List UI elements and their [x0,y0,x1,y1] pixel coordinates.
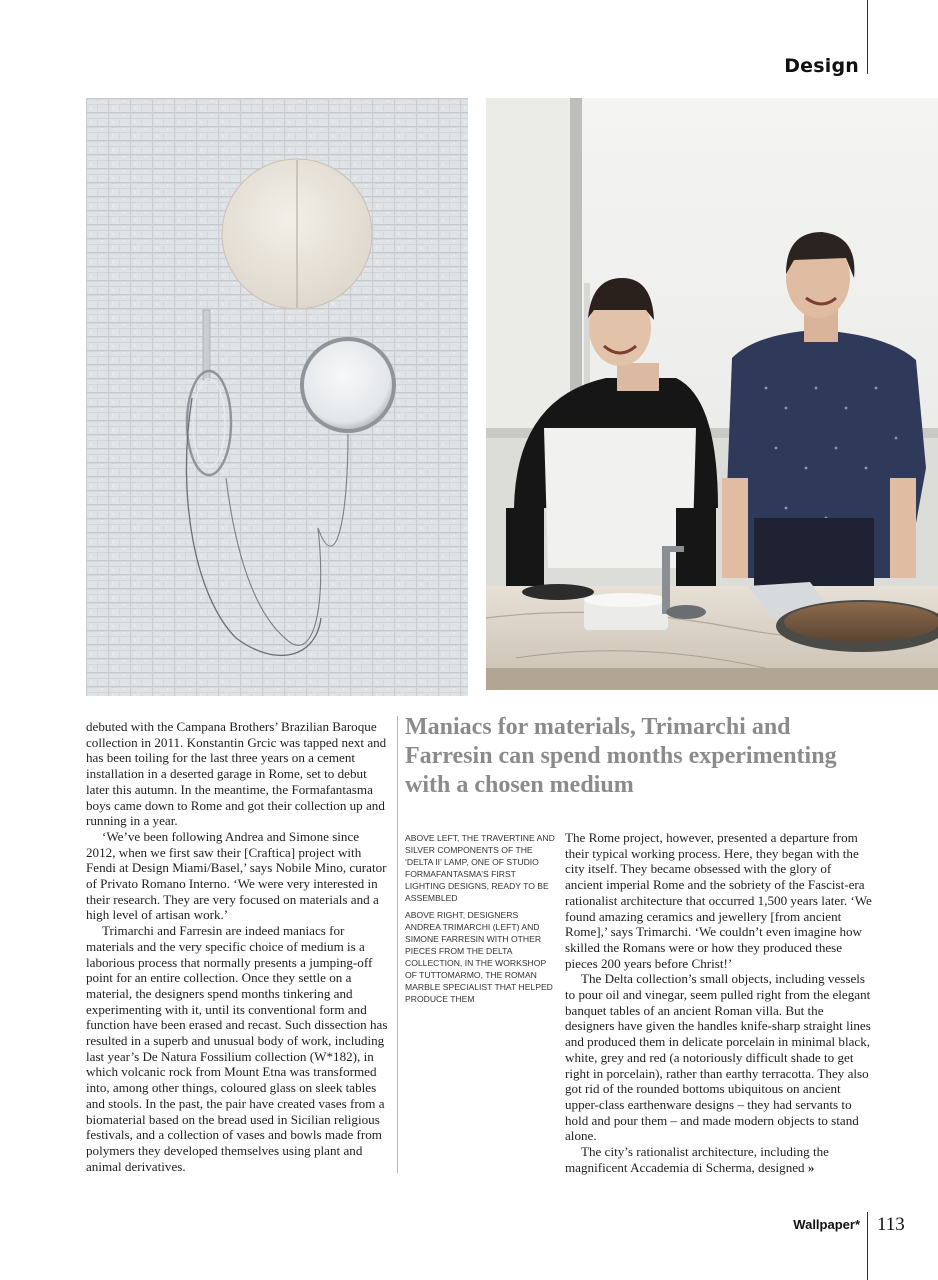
header-divider [867,0,868,74]
body-paragraph-text: The city’s rationalist architecture, including the magnificent Accademia di Scherma, designed [565,1144,829,1175]
photo-designers [486,98,938,690]
body-paragraph: The Rome project, however, presented a departure from their typical working process. Here, they began with the city itself. They became obsessed with the glory of ancient imperial Rome and the sobriety of the Fascist-era rationalist architecture that occurred 1,500 years later. ‘We found amazing ceramics and jewellery [from ancient Rome],’ says Trimarchi. ‘We couldn’t even imagine how skilled the Romans were or how they produced these pieces 200 years before Christ!’ [565,830,872,971]
magazine-brand: Wallpaper* [793,1217,860,1232]
body-paragraph: debuted with the Campana Brothers’ Brazilian Baroque collection in 2011. Konstantin Grcic was tapped next and has been toiling for the last three years on a cement installation in a deserted garage in Rome, set to debut later this autumn. In the meantime, the Formafantasma boys came down to Rome and got their collection up and running in a year. [86,719,387,829]
caption-above-right: ABOVE RIGHT, DESIGNERS ANDREA TRIMARCHI (LEFT) AND SIMONE FARRESIN WITH OTHER PIECES FROM THE DELTA COLLECTION, IN THE WORKSHOP OF TUTTOMARMO, THE ROMAN MARBLE SPECIALIST THAT HELPED PRODUCE THEM [405,909,553,1005]
body-paragraph: Trimarchi and Farresin are indeed maniacs for materials and the very specific choice of medium is a laborious process that normally presents a jumping-off point for an entire collection. Once they settle on a material, the designers spend months tinkering and experimenting with it, until its conventional form and function have been erased and recast. Such dissection has resulted in a superb and unusual body of work, including last year’s De Natura Fossilium collection (W*182), in which volcanic rock from Mount Etna was transformed into, among other things, coloured glass on sleek tables and stools. In the past, the pair have created vases from a biomaterial based on the bread used in Sicilian religious festivals, and a collection of vases and bowls made from polymers they developed themselves using plant and animal derivatives. [86,923,388,1174]
body-column-right [565,830,872,1175]
designers-illustration [486,98,938,690]
continue-arrow-icon: » [807,1159,815,1175]
lamp-components-illustration [86,98,468,696]
photo-captions [405,832,555,1009]
body-paragraph: The Delta collection’s small objects, including vessels to pour oil and vinegar, seem pulled right from the elegant banquet tables of an ancient Roman villa. But the designers have given the handles knife-sharp straight lines and produced them in delicate porcelain in minimal black, white, grey and red (a notoriously difficult shade to get right in porcelain), rather than earthy terracotta. They also got rid of the rounded bottoms ubiquitous on ancient upper-class earthenware designs – they had servants to hold and pour them – and made modern objects to stand alone. [565,971,871,1144]
caption-above-left: ABOVE LEFT, THE TRAVERTINE AND SILVER COMPONENTS OF THE ‘DELTA II’ LAMP, ONE OF STUDIO FORMAFANTASMA’S FIRST LIGHTING DESIGNS, READY TO BE ASSEMBLED [405,833,555,904]
body-paragraph-last [565,1144,872,1175]
column-divider [397,716,398,1173]
body-paragraph: ‘We’ve been following Andrea and Simone since 2012, when we first saw their [Craftica] project with Fendi at Design Miami/Basel,’ says Nobile Mino, curator of Privato Romano Interno. ‘We were very interested in their research. They are very focused on materials and a high level of artisan work.’ [86,828,387,923]
body-column-left [86,719,390,1174]
footer-divider [867,1212,868,1280]
photo-lamp-components [86,98,468,696]
pull-quote: Maniacs for materials, Trimarchi and Farresin can spend months experimenting with a chosen medium [405,714,837,798]
section-label: Design [784,55,859,77]
page-number: 113 [877,1214,905,1235]
